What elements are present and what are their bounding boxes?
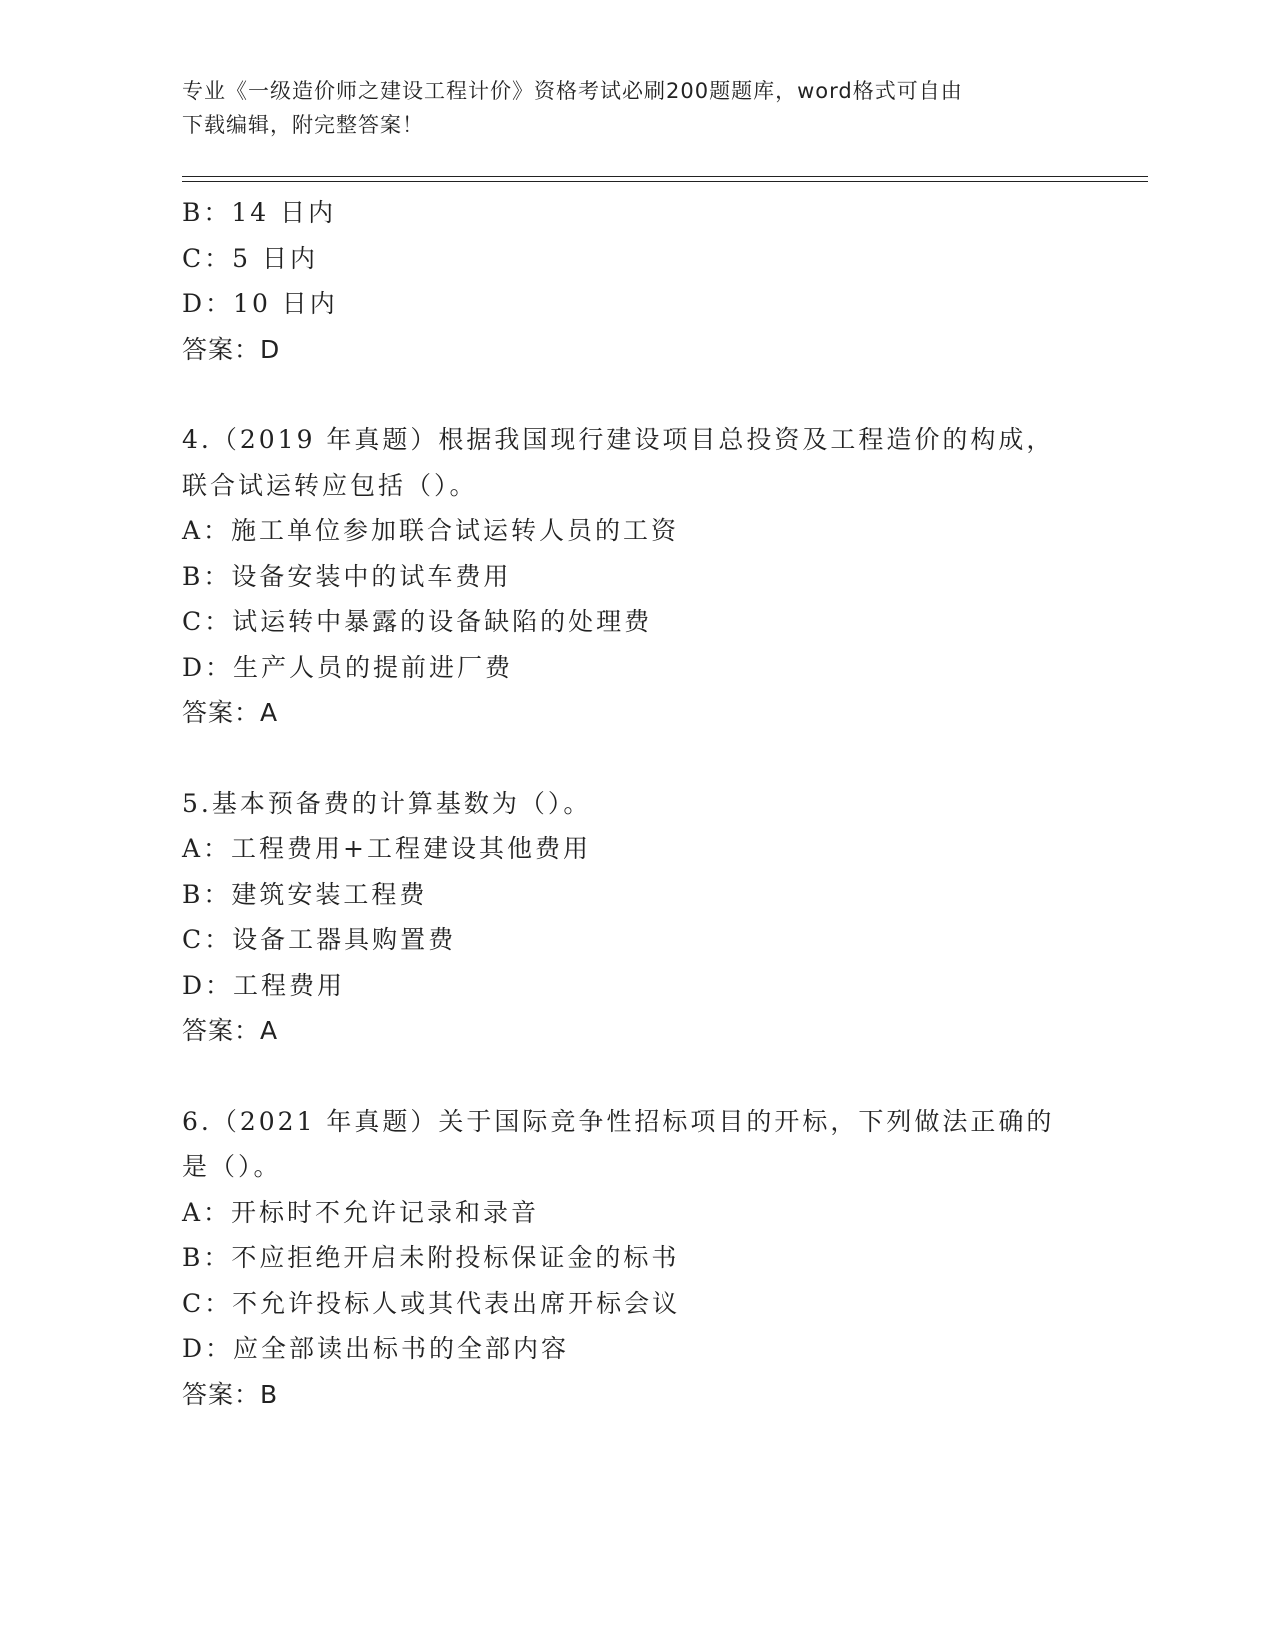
option-d: D：工程费用 [182, 970, 346, 1000]
option-b: B：不应拒绝开启未附投标保证金的标书 [182, 1243, 680, 1272]
question-content [182, 190, 1082, 1417]
answer-line: 答案：A [182, 698, 279, 727]
question-text-line: 是（）。 [182, 1152, 282, 1181]
header-divider-bottom [182, 181, 1148, 182]
header-line-2: 下载编辑，附完整答案！ [182, 113, 424, 137]
option-a: A：施工单位参加联合试运转人员的工资 [182, 516, 680, 545]
option-d: D：生产人员的提前进厂费 [182, 652, 514, 682]
option-a: A：开标时不允许记录和录音 [182, 1197, 540, 1227]
option-b: B：建筑安装工程费 [182, 879, 428, 909]
question-5 [182, 781, 1082, 1054]
question-text-line: 6.（2021 年真题）关于国际竞争性招标项目的开标，下列做法正确的 [182, 1106, 1055, 1136]
prev-question-block [182, 190, 1082, 372]
header-divider-top [182, 176, 1148, 177]
option-b: B：14 日内 [182, 198, 337, 227]
answer-line: 答案：A [182, 1016, 279, 1045]
option-c: C：设备工器具购置费 [182, 925, 457, 954]
option-b: B：设备安装中的试车费用 [182, 561, 512, 591]
option-a: A：工程费用+工程建设其他费用 [182, 834, 592, 863]
spacer [182, 372, 1082, 417]
spacer [182, 736, 1082, 781]
option-d: D：应全部读出标书的全部内容 [182, 1334, 570, 1363]
option-c: C：5 日内 [182, 243, 318, 273]
header-line-1: 专业《一级造价师之建设工程计价》资格考试必刷200题题库，word格式可自由 [182, 79, 963, 103]
answer-line: 答案：B [182, 1379, 279, 1409]
question-6 [182, 1099, 1082, 1418]
question-text-line: 联合试运转应包括（）。 [182, 470, 478, 500]
document-header [182, 74, 1062, 142]
spacer [182, 1054, 1082, 1099]
option-c: C：试运转中暴露的设备缺陷的处理费 [182, 607, 653, 636]
question-text-line: 5.基本预备费的计算基数为（）。 [182, 788, 592, 818]
answer-line: 答案：D [182, 334, 281, 364]
option-c: C：不允许投标人或其代表出席开标会议 [182, 1288, 681, 1318]
question-4 [182, 417, 1082, 736]
question-text-line: 4.（2019 年真题）根据我国现行建设项目总投资及工程造价的构成， [182, 425, 1055, 454]
option-d: D：10 日内 [182, 289, 338, 318]
